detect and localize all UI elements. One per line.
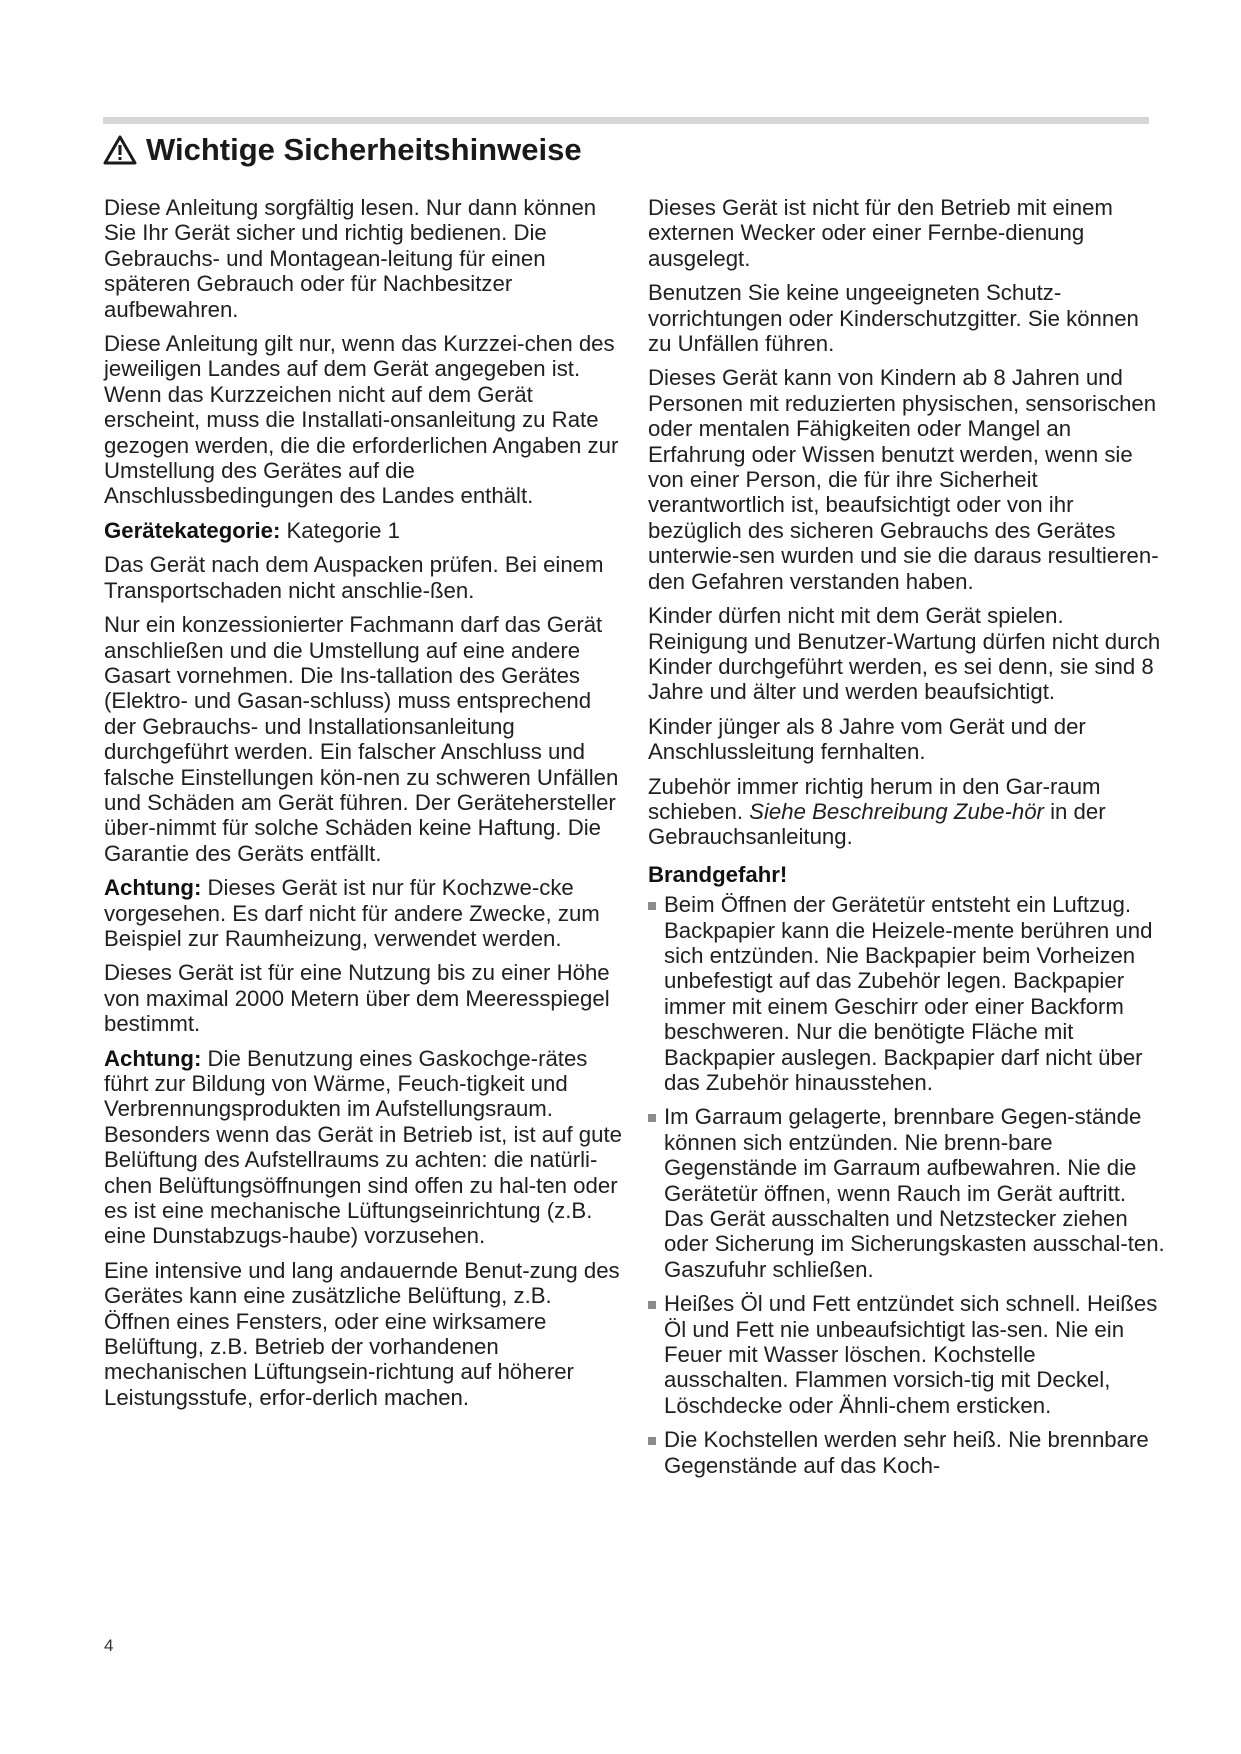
caution-label: Achtung: [104, 1045, 202, 1071]
warning-triangle-icon [103, 135, 137, 165]
caution-label: Achtung: [104, 875, 202, 901]
caution-paragraph [104, 875, 624, 951]
device-category-value: Kategorie 1 [280, 517, 400, 543]
accessory-text-end: in der Gebrauchsanleitung. [648, 798, 1106, 850]
caution-text: Dieses Gerät ist nur für Kochzwe-cke vorgesehen. Es darf nicht für andere Zwecke, zum Beispiel zur Raumheizung, verwendet werden. [104, 875, 600, 951]
device-category [104, 518, 624, 543]
paragraph: Nur ein konzessionierter Fachmann darf das Gerät anschließen und die Umstellung auf eine andere Gasart vornehmen. Die Ins-tallation des Gerätes (Elektro- und Gasan-schluss) muss entsprechend der Gebrauchs- und Installationsanleitung durchgeführt werden. Ein falscher Anschluss und falsche Einstellungen kön-nen zu schweren Unfällen und Schäden am Gerät führen. Der Gerätehersteller über-nimmt für solche Schäden keine Haftung. Die Garantie des Geräts entfällt. [104, 612, 619, 866]
paragraph: Eine intensive und lang andauernde Benut-zung des Gerätes kann eine zusätzliche Belüftung, z.B. Öffnen eines Fensters, oder eine wirksamere Belüftung, z.B. Betrieb der vorhandenen mechanischen Lüftungsein-richtung auf höherer Leistungsstufe, erfor-derlich machen. [104, 1257, 620, 1410]
accessory-reference: Siehe Beschreibung Zube-hör [749, 798, 1044, 824]
device-category-label: Gerätekategorie: [104, 517, 281, 543]
header-rule [103, 117, 1149, 124]
list-item [648, 1427, 1166, 1478]
list-item [648, 892, 1166, 1095]
caution-text: Die Benutzung eines Gaskochge-rätes führt zur Bildung von Wärme, Feuch-tigkeit und Verbrennungsprodukten im Aufstellungsraum. Besonders wenn das Gerät in Betrieb ist, ist auf gute Belüftung des Aufstellraums zu achten: die natürli-chen Belüftungsöffnungen sind offen zu hal-ten oder es ist eine mechanische Lüftungseinrichtung (z.B. eine Dunstabzugs-haube) vorzusehen. [104, 1045, 622, 1249]
paragraph: Kinder dürfen nicht mit dem Gerät spielen. Reinigung und Benutzer-Wartung dürfen nicht durch Kinder durchgeführt werden, es sei denn, sie sind 8 Jahre und älter und werden beaufsichtigt. [648, 603, 1161, 705]
list-item-text: Heißes Öl und Fett entzündet sich schnell. Heißes Öl und Fett nie unbeaufsichtigt las-sen. Nie ein Feuer mit Wasser löschen. Kochstelle ausschalten. Flammen vorsich-tig mit Deckel, Löschdecke oder Ähnli-chem ersticken. [664, 1291, 1158, 1418]
paragraph: Dieses Gerät ist nicht für den Betrieb mit einem externen Wecker oder einer Fernbe-dienung ausgelegt. [648, 195, 1113, 271]
bullet-square-icon [648, 1301, 656, 1309]
paragraph: Diese Anleitung gilt nur, wenn das Kurzzei-chen des jeweiligen Landes auf dem Gerät angegeben ist. Wenn das Kurzzeichen nicht auf dem Gerät erscheint, muss die Installati-onsanleitung zu Rate gezogen werden, die die erforderlichen Angaben zur Umstellung des Gerätes auf die Anschlussbedingungen des Landes enthält. [104, 331, 619, 509]
list-item-text: Beim Öffnen der Gerätetür entsteht ein Luftzug. Backpapier kann die Heizele-mente berühren und sich entzünden. Nie Backpapier beim Vorheizen unbefestigt auf das Zubehör legen. Backpapier immer mit einem Geschirr oder einer Backform beschweren. Nur die benötigte Fläche mit Backpapier auslegen. Backpapier darf nicht über das Zubehör hinausstehen. [664, 892, 1153, 1095]
right-column [648, 195, 1166, 1487]
accessory-text: Zubehör immer richtig herum in den Gar-raum schieben. [648, 773, 1101, 824]
bullet-square-icon [648, 1437, 656, 1445]
list-item-text: Die Kochstellen werden sehr heiß. Nie brennbare Gegenstände auf das Koch- [664, 1427, 1149, 1478]
paragraph: Dieses Gerät ist für eine Nutzung bis zu einer Höhe von maximal 2000 Metern über dem Meeresspiegel bestimmt. [104, 960, 610, 1037]
caution-paragraph [104, 1046, 624, 1249]
bullet-square-icon [648, 1114, 656, 1122]
paragraph: Diese Anleitung sorgfältig lesen. Nur dann können Sie Ihr Gerät sicher und richtig bedienen. Die Gebrauchs- und Montagean-leitung für einen späteren Gebrauch oder für Nachbesitzer aufbewahren. [104, 195, 597, 322]
list-item [648, 1291, 1166, 1418]
paragraph: Benutzen Sie keine ungeeigneten Schutz-vorrichtungen oder Kinderschutzgitter. Sie können zu Unfällen führen. [648, 280, 1139, 357]
page-number: 4 [104, 1636, 114, 1655]
paragraph: Kinder jünger als 8 Jahre vom Gerät und der Anschlussleitung fernhalten. [648, 713, 1086, 765]
fire-hazard-list [648, 892, 1166, 1478]
list-item [648, 1104, 1166, 1282]
left-column [104, 195, 624, 1419]
paragraph: Dieses Gerät kann von Kindern ab 8 Jahren und Personen mit reduzierten physischen, sensorischen oder mentalen Fähigkeiten oder Mangel an Erfahrung oder Wissen benutzt werden, wenn sie von einer Person, die für ihre Sicherheit verantwortlich ist, beaufsichtigt oder von ihr bezüglich des sicheren Gebrauchs des Gerätes unterwie-sen wurden und sie die daraus resultieren-den Gefahren verstanden haben. [648, 365, 1159, 594]
paragraph: Das Gerät nach dem Auspacken prüfen. Bei einem Transportschaden nicht anschlie-ßen. [104, 552, 604, 603]
list-item-text: Im Garraum gelagerte, brennbare Gegen-stände können sich entzünden. Nie brenn-bare Gegenstände im Garraum aufbewahren. Nie die Gerätetür öffnen, wenn Rauch im Gerät auftritt. Das Gerät ausschalten und Netzstecker ziehen oder Sicherung im Sicherungskasten ausschal-ten. Gaszufuhr schließen. [664, 1104, 1165, 1282]
page-title [103, 128, 582, 172]
fire-hazard-heading: Brandgefahr! [648, 861, 788, 887]
page-title-text: Wichtige Sicherheitshinweise [146, 132, 582, 167]
accessory-paragraph [648, 774, 1166, 850]
bullet-square-icon [648, 902, 656, 910]
